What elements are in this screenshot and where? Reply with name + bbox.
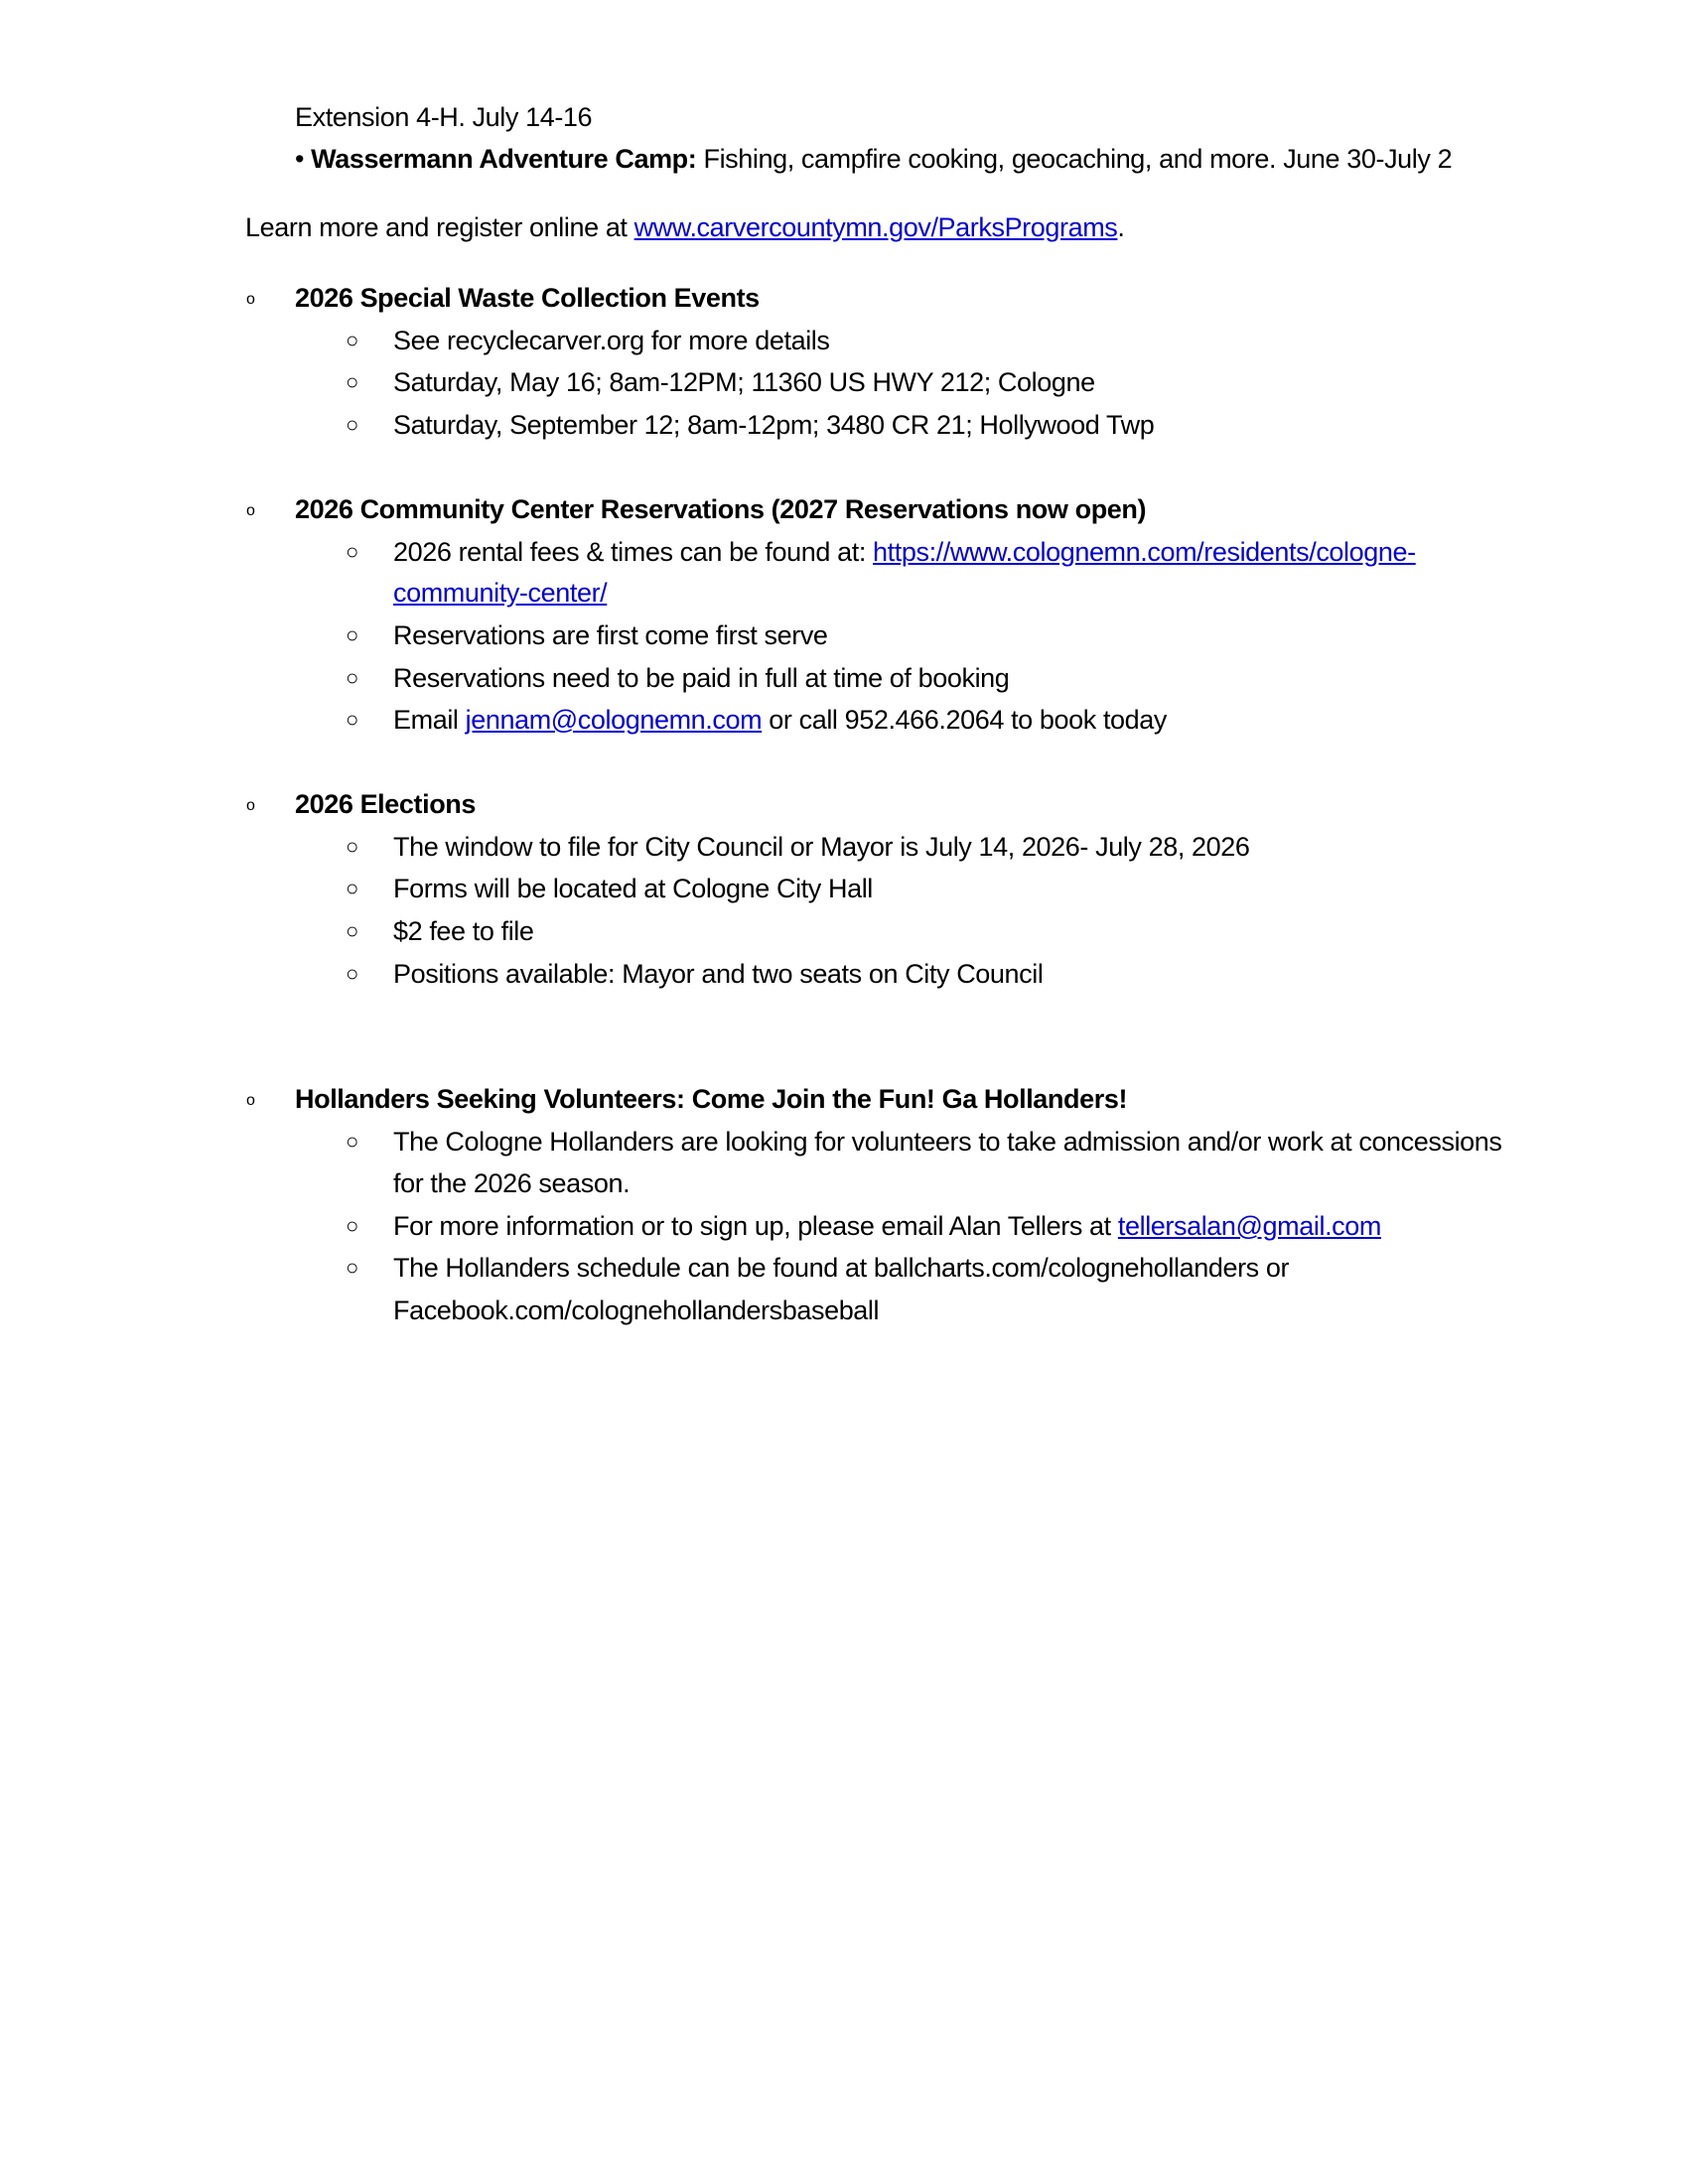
parks-programs-link[interactable]: www.carvercountymn.gov/ParksPrograms bbox=[633, 212, 1118, 242]
waste-item: Saturday, September 12; 8am-12pm; 3480 CR 21; Hollywood Twp bbox=[393, 410, 1155, 440]
circle-bullet-icon: o bbox=[246, 291, 255, 308]
signup-text: For more information or to sign up, please email Alan Tellers at bbox=[393, 1211, 1118, 1241]
circle-bullet-icon: ○ bbox=[346, 412, 359, 437]
tellersalan-email-link[interactable]: tellersalan@gmail.com bbox=[1117, 1211, 1381, 1241]
circle-bullet-icon: ○ bbox=[346, 876, 359, 900]
circle-bullet-icon: ○ bbox=[346, 961, 359, 986]
email-booking-line bbox=[393, 703, 1167, 737]
waste-item: See recyclecarver.org for more details bbox=[393, 326, 830, 355]
circle-bullet-icon: o bbox=[246, 502, 255, 519]
community-item: Reservations are first come first serve bbox=[393, 620, 828, 650]
learn-more-line bbox=[245, 210, 1125, 244]
bullet-icon: • bbox=[295, 144, 305, 174]
circle-bullet-icon: ○ bbox=[346, 665, 359, 690]
circle-bullet-icon: ○ bbox=[346, 1255, 359, 1280]
circle-bullet-icon: ○ bbox=[346, 622, 359, 647]
learn-more-period: . bbox=[1117, 212, 1125, 242]
extension-4h-line: Extension 4-H. July 14-16 bbox=[295, 102, 593, 132]
community-center-link-cont[interactable]: community-center/ bbox=[393, 578, 608, 608]
volunteer-line: The Cologne Hollanders are looking for volunteers to take admission and/or work at concessions bbox=[393, 1127, 1502, 1157]
circle-bullet-icon: o bbox=[246, 1092, 255, 1109]
community-heading: 2026 Community Center Reservations (2027 Reservations now open) bbox=[295, 494, 1147, 524]
circle-bullet-icon: ○ bbox=[346, 1129, 359, 1154]
volunteer-line-cont: for the 2026 season. bbox=[393, 1168, 631, 1198]
signup-line bbox=[393, 1209, 1381, 1243]
waste-heading: 2026 Special Waste Collection Events bbox=[295, 283, 760, 313]
email-suffix: or call 952.466.2064 to book today bbox=[762, 705, 1167, 735]
camp-name: Wassermann Adventure Camp: bbox=[311, 144, 697, 174]
wassermann-camp-line bbox=[295, 142, 1452, 176]
circle-bullet-icon: ○ bbox=[346, 539, 359, 564]
camp-description: Fishing, campfire cooking, geocaching, and more. June 30-July 2 bbox=[696, 144, 1453, 174]
community-center-link[interactable]: https://www.colognemn.com/residents/cologne- bbox=[873, 537, 1416, 567]
email-prefix: Email bbox=[393, 705, 466, 735]
schedule-line-cont: Facebook.com/colognehollandersbaseball bbox=[393, 1296, 880, 1325]
rental-fees-line bbox=[393, 535, 1416, 569]
jennam-email-link[interactable]: jennam@colognemn.com bbox=[465, 705, 763, 735]
circle-bullet-icon: o bbox=[246, 797, 255, 814]
community-item: Reservations need to be paid in full at time of booking bbox=[393, 663, 1010, 693]
rental-fees-text: 2026 rental fees & times can be found at: bbox=[393, 537, 874, 567]
circle-bullet-icon: ○ bbox=[346, 1213, 359, 1238]
circle-bullet-icon: ○ bbox=[346, 918, 359, 943]
circle-bullet-icon: ○ bbox=[346, 834, 359, 859]
elections-item: Positions available: Mayor and two seats on City Council bbox=[393, 959, 1044, 989]
elections-item: The window to file for City Council or Mayor is July 14, 2026- July 28, 2026 bbox=[393, 832, 1250, 862]
elections-item: $2 fee to file bbox=[393, 916, 534, 946]
schedule-line: The Hollanders schedule can be found at ballcharts.com/colognehollanders or bbox=[393, 1253, 1290, 1283]
waste-item: Saturday, May 16; 8am-12PM; 11360 US HWY 212; Cologne bbox=[393, 367, 1095, 397]
learn-more-text: Learn more and register online at bbox=[245, 212, 634, 242]
rental-fees-line-cont bbox=[393, 576, 607, 610]
circle-bullet-icon: ○ bbox=[346, 369, 359, 394]
hollanders-heading: Hollanders Seeking Volunteers: Come Join the Fun! Ga Hollanders! bbox=[295, 1084, 1128, 1114]
elections-item: Forms will be located at Cologne City Hall bbox=[393, 874, 873, 903]
circle-bullet-icon: ○ bbox=[346, 328, 359, 352]
circle-bullet-icon: ○ bbox=[346, 707, 359, 732]
elections-heading: 2026 Elections bbox=[295, 789, 477, 819]
